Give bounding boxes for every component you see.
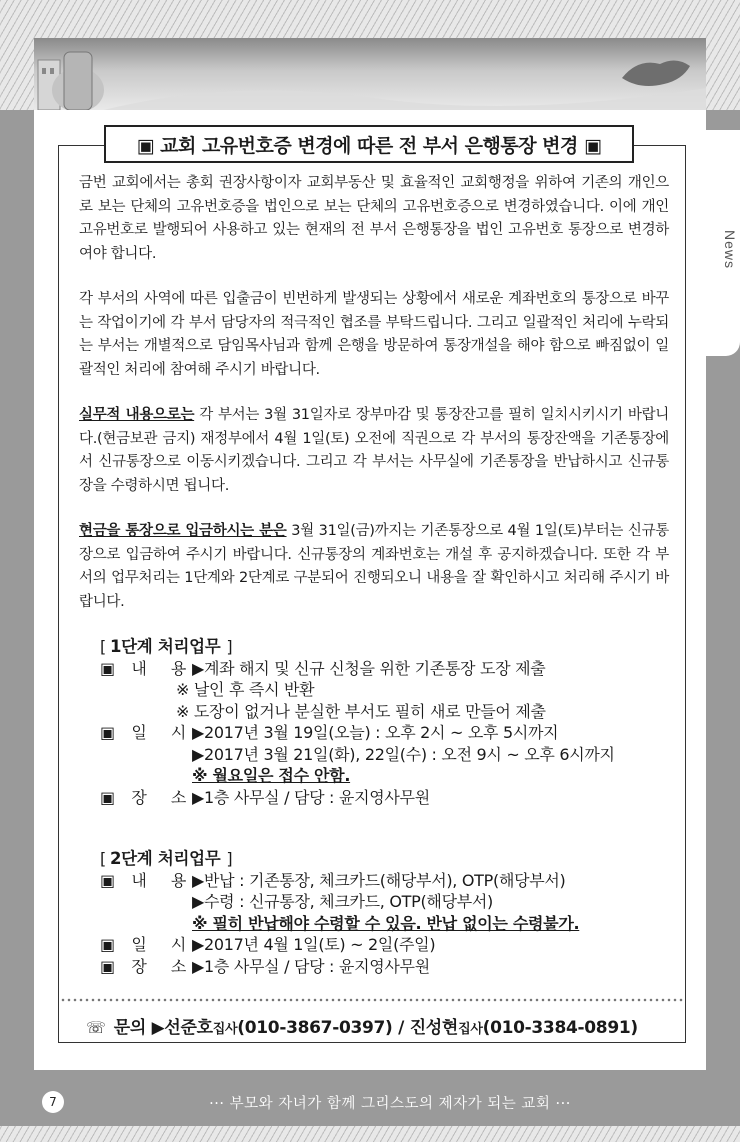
label-text: 용 [170, 658, 186, 678]
square-bullet-icon: ▣ [100, 935, 115, 954]
news-tab-label: News [722, 230, 738, 270]
deposit-body: 3월 31일(금)까지는 기존통장으로 4월 1일(토)부터는 신규통장으로 입금하여 주시기 바랍니다. 신규통장의 계좌번호는 개설 후 공지하겠습니다. 또한 각 부서의 업무처리는 1단계와 2단계로 구분되어 진행되오니 내용을 잘 확인하시고 처리해 주시기 바랍니다. [79, 523, 669, 610]
contact-title-2: 집사 [458, 1022, 483, 1037]
page-number: 7 [42, 1091, 64, 1113]
contact-title-1: 집사 [212, 1022, 238, 1037]
bottom-hatch-decoration [0, 1126, 740, 1142]
stage2-content2: ▶수령 : 신규통장, 체크카드, OTP(해당부서) [192, 892, 493, 911]
stage1-section [100, 636, 670, 808]
square-bullet-icon: ▣ [100, 723, 115, 742]
label-text: 장 [131, 956, 147, 976]
label-text: 시 [170, 723, 186, 742]
label-text: 소 [170, 787, 186, 807]
paragraph-deposit [79, 520, 669, 614]
notice-title: ▣ 교회 고유번호증 변경에 따른 전 부서 은행통장 변경 ▣ [104, 125, 634, 163]
square-bullet-icon: ▣ [100, 870, 115, 890]
stage2-heading [100, 848, 670, 870]
stage1-note1: ※ 날인 후 즉시 반환 [176, 680, 315, 699]
paragraph-practical [79, 404, 669, 498]
contact-name-2: 진성현 [409, 1018, 459, 1038]
label-text: 일 [131, 935, 147, 954]
stage2-content1: ▶반납 : 기존통장, 체크카드(해당부서), OTP(해당부서) [192, 870, 566, 890]
stage1-place: ▶1층 사무실 / 담당 : 윤지영사무원 [192, 787, 430, 807]
stage2-place: ▶1층 사무실 / 담당 : 윤지영사무원 [192, 956, 430, 976]
contact-number-2: (010-3384-0891) [482, 1018, 638, 1038]
bracket-open: [ [100, 637, 106, 656]
stage2-note-row [100, 913, 670, 935]
stage1-heading [100, 636, 670, 658]
stage2-section [100, 848, 670, 977]
bracket-close: ] [226, 849, 233, 868]
label-text: 일 [131, 723, 147, 742]
stage1-title: 1단계 처리업무 [109, 637, 221, 656]
stage1-date-row [100, 722, 670, 744]
contact-label: 문의 ▶ [113, 1018, 165, 1038]
stage1-place-row [100, 787, 670, 809]
stage2-date-row [100, 934, 670, 956]
footer-slogan: ··· 부모와 자녀가 함께 그리스도의 제자가 되는 교회 ··· [209, 1096, 571, 1112]
stage2-title: 2단계 처리업무 [109, 849, 221, 868]
dotted-divider [60, 998, 684, 1002]
contact-name-1: 선준호 [164, 1018, 213, 1038]
stage1-date-note-row [100, 765, 670, 787]
stage1-date1: ▶2017년 3월 19일(오늘) : 오후 2시 ~ 오후 5시까지 [192, 723, 559, 742]
deposit-lead: 현금을 통장으로 입금하시는 분은 [79, 523, 287, 539]
label-text: 용 [170, 870, 186, 890]
paragraph-intro: 금번 교회에서는 총회 권장사항이자 교회부동산 및 효율적인 교회행정을 위하여 기존의 개인으로 보는 단체의 고유번호증을 법인으로 보는 단체의 고유번호증으로 변경하였습니다. 이에 개인 고유번호로 발행되어 사용하고 있는 현재의 전 부서 은행통장을 법인 고유번호 통장으로 변경하여야 합니다. [79, 175, 669, 262]
bracket-close: ] [226, 637, 233, 656]
phone-icon: ☏ [86, 1018, 106, 1037]
label-text: 소 [170, 956, 186, 976]
stage1-date2: ▶2017년 3월 21일(화), 22일(수) : 오전 9시 ~ 오후 6시까지 [192, 744, 615, 764]
label-text: 시 [170, 935, 186, 954]
practical-lead: 실무적 내용으로는 [79, 407, 195, 423]
stage2-date: ▶2017년 4월 1일(토) ~ 2일(주일) [192, 935, 436, 954]
stage2-content-note: ※ 필히 반납해야 수령할 수 있음. 반납 없이는 수령불가. [192, 913, 580, 933]
stage1-content-row [100, 658, 670, 680]
stage1-content: ▶계좌 해지 및 신규 신청을 위한 기존통장 도장 제출 [192, 658, 546, 678]
square-bullet-icon: ▣ [100, 658, 115, 678]
label-text: 장 [131, 787, 147, 807]
square-bullet-icon: ▣ [100, 956, 115, 976]
square-bullet-icon: ▣ [100, 787, 115, 807]
banner-illustration [34, 38, 706, 110]
stage2-place-row [100, 956, 670, 978]
header-banner [34, 38, 706, 110]
label-text: 내 [131, 658, 147, 678]
practical-body: 각 부서는 3월 31일자로 장부마감 및 통장잔고를 필히 일치시키시기 바랍니다.(현금보관 금지) 재정부에서 4월 1일(토) 오전에 직권으로 각 부서의 통장잔액을 기존통장에서 신규통장으로 이동시키겠습니다. 그리고 각 부서는 사무실에 기존통장을 반납하시고 신규통장을 수령하시면 됩니다. [79, 407, 669, 494]
frame-top-right-line [634, 145, 686, 146]
stage2-content-row [100, 870, 670, 892]
bracket-open: [ [100, 849, 106, 868]
stage1-note2: ※ 도장이 없거나 분실한 부서도 필히 새로 만들어 제출 [176, 701, 546, 721]
label-text: 내 [131, 870, 147, 890]
news-side-tab[interactable] [706, 130, 740, 356]
stage1-date-note: ※ 월요일은 접수 안함. [192, 766, 351, 785]
frame-top-left-line [58, 145, 104, 146]
contact-line [86, 1013, 676, 1038]
paragraph-request: 각 부서의 사역에 따른 입출금이 빈번하게 발생되는 상황에서 새로운 계좌번호의 통장으로 바꾸는 작업이기에 각 부서 담당자의 적극적인 협조를 부탁드립니다. 그리고 일괄적인 처리에 누락되는 부서는 개별적으로 담임목사님과 함께 은행을 방문하여 통장개설을 해야 함으로 빠짐없이 일괄적인 처리에 참여해 주시기 바랍니다. [79, 291, 669, 378]
contact-number-1: (010-3867-0397) / [237, 1018, 410, 1038]
